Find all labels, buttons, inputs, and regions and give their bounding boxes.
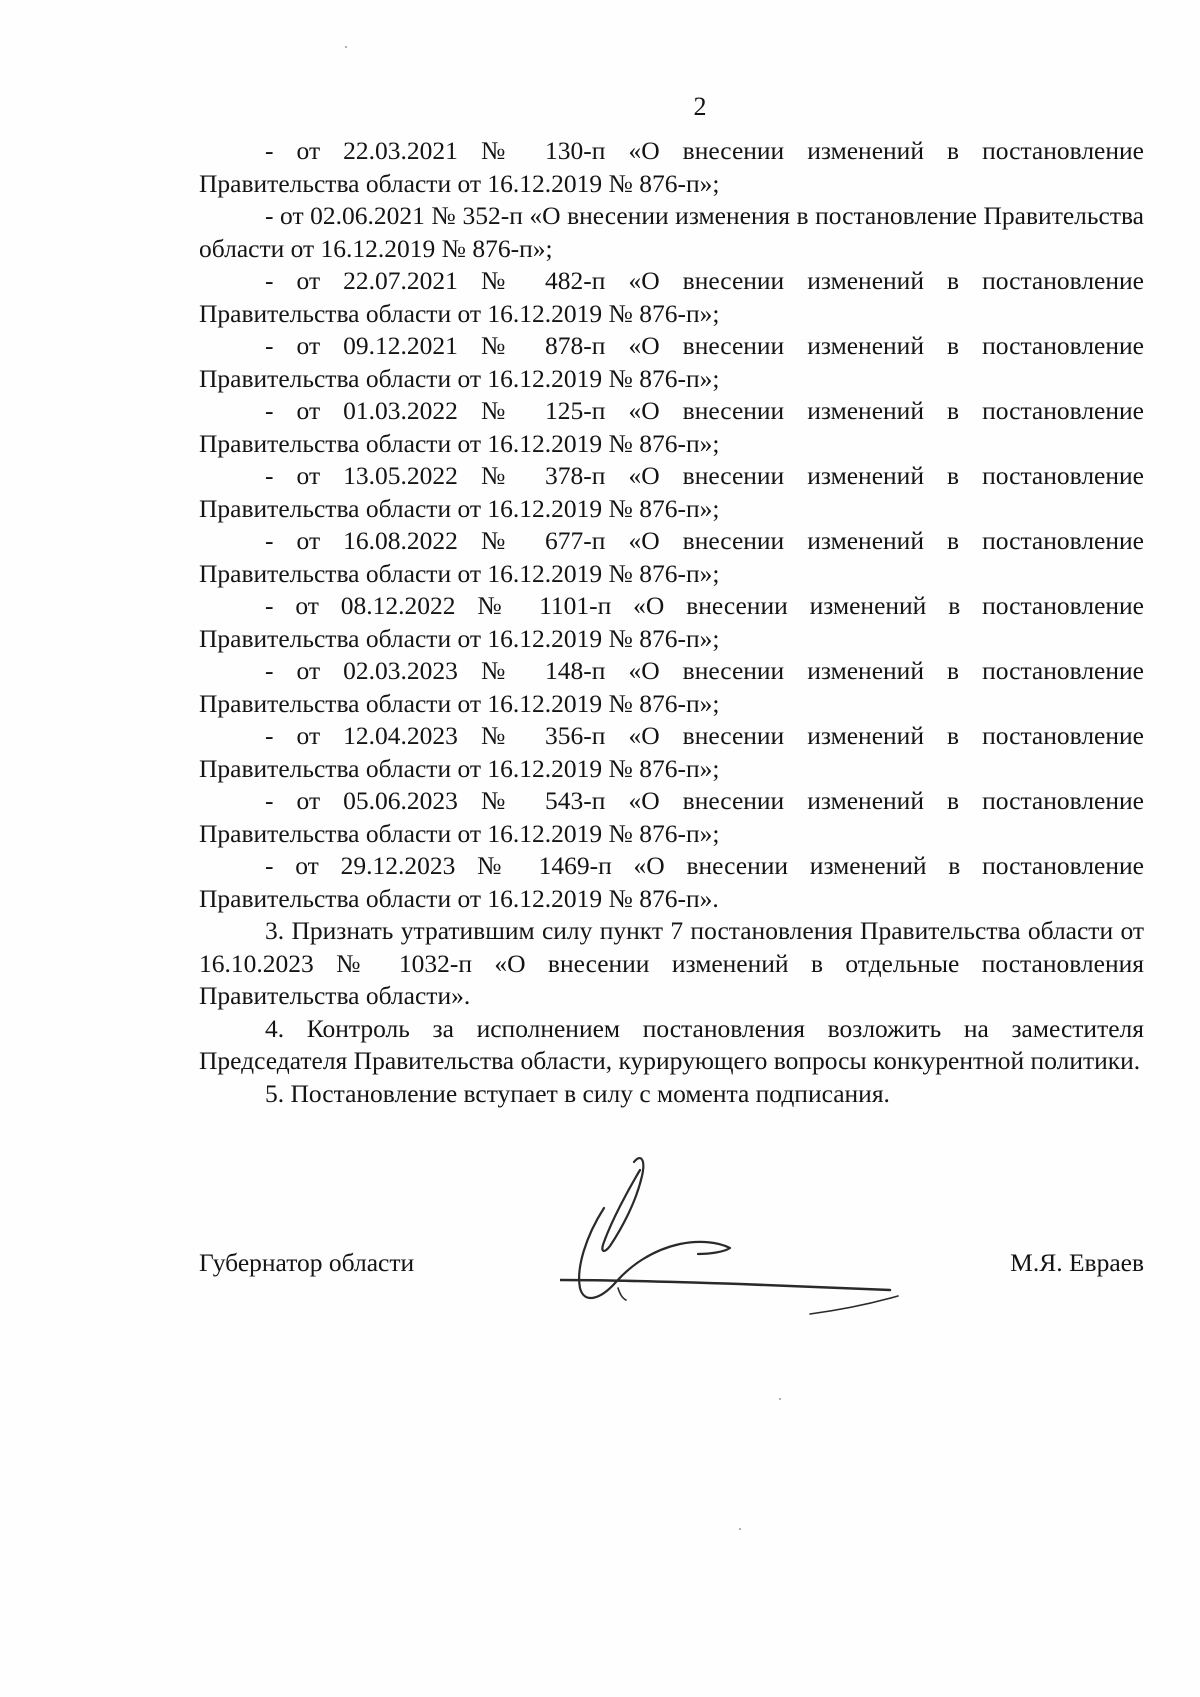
scan-speck: [345, 46, 347, 48]
document-body: [199, 135, 1144, 1110]
amendment-item: - от 02.03.2023 № 148-п «О внесении изменений в постановление Правительства области от 16.12.2019 № 876-п»;: [199, 656, 1144, 718]
signature-icon: [560, 1150, 940, 1330]
amendment-item: - от 05.06.2023 № 543-п «О внесении изменений в постановление Правительства области от 16.12.2019 № 876-п»;: [199, 786, 1144, 848]
signatory-name: М.Я. Евраев: [1010, 1248, 1144, 1277]
amendment-item: - от 16.08.2022 № 677-п «О внесении изменений в постановление Правительства области от 16.12.2019 № 876-п»;: [199, 526, 1144, 588]
clause-3: 3. Признать утратившим силу пункт 7 постановления Правительства области от 16.10.2023 № 1032-п «О внесении изменений в отдельные постановления Правительства области».: [199, 916, 1144, 1010]
clause-4: 4. Контроль за исполнением постановления возложить на заместителя Председателя Правительства области, курирующего вопросы конкурентной политики.: [199, 1013, 1144, 1075]
amendment-item: - от 01.03.2022 № 125-п «О внесении изменений в постановление Правительства области от 16.12.2019 № 876-п»;: [199, 396, 1144, 458]
amendment-item: - от 29.12.2023 № 1469-п «О внесении изменений в постановление Правительства области от 16.12.2019 № 876-п».: [199, 851, 1144, 913]
scan-speck: [739, 1528, 741, 1530]
scan-speck: [779, 1398, 781, 1400]
signatory-position: Губернатор области: [199, 1248, 415, 1277]
amendment-item: - от 02.06.2021 № 352-п «О внесении изменения в постановление Правительства области от 16.12.2019 № 876-п»;: [199, 201, 1144, 263]
amendment-item: - от 12.04.2023 № 356-п «О внесении изменений в постановление Правительства области от 16.12.2019 № 876-п»;: [199, 721, 1144, 783]
page-number: 2: [693, 92, 707, 121]
amendment-item: - от 13.05.2022 № 378-п «О внесении изменений в постановление Правительства области от 16.12.2019 № 876-п»;: [199, 461, 1144, 523]
amendment-item: - от 09.12.2021 № 878-п «О внесении изменений в постановление Правительства области от 16.12.2019 № 876-п»;: [199, 331, 1144, 393]
amendment-item: - от 22.03.2021 № 130-п «О внесении изменений в постановление Правительства области от 16.12.2019 № 876-п»;: [199, 136, 1144, 198]
clause-5: 5. Постановление вступает в силу с момента подписания.: [265, 1078, 890, 1108]
amendment-item: - от 08.12.2022 № 1101-п «О внесении изменений в постановление Правительства области от 16.12.2019 № 876-п»;: [199, 591, 1144, 653]
amendment-item: - от 22.07.2021 № 482-п «О внесении изменений в постановление Правительства области от 16.12.2019 № 876-п»;: [199, 266, 1144, 328]
